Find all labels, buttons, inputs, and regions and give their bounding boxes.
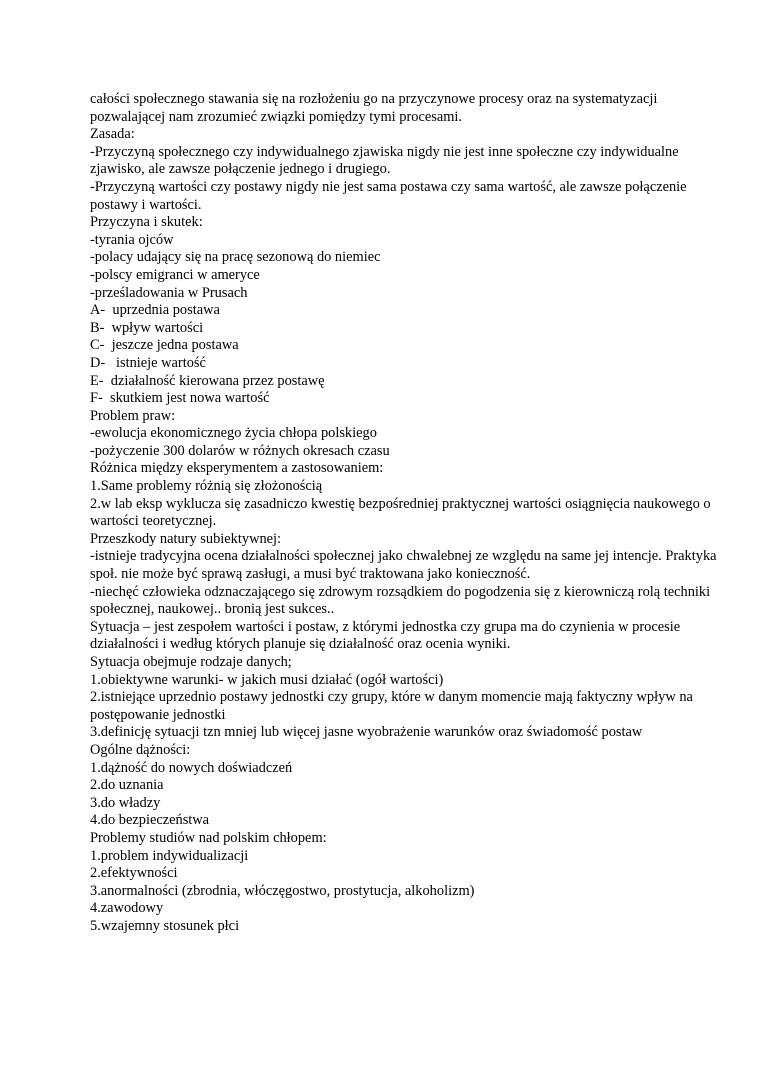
heading-sytuacja-dane: Sytuacja obejmuje rodzaje danych; <box>90 654 292 670</box>
heading-roznica: Różnica między eksperymentem a zastosowaniem: <box>90 460 384 477</box>
list-item: 2.istniejące uprzednio postawy jednostki czy grupy, które w danym momencie mają faktyczny wpływ na postępowanie jednostki <box>90 689 697 723</box>
list-item: 3.definicję sytuacji tzn mniej lub więcej jasne wyobrażenie warunków oraz świadomość postaw <box>90 724 643 741</box>
list-item: -Przyczyną społecznego czy indywidualnego zjawiska nigdy nie jest inne społeczne czy indywidualne zjawisko, ale zawsze połączenie jednego i drugiego. <box>90 143 683 178</box>
list-item: -ewolucja ekonomicznego życia chłopa polskiego <box>90 425 377 442</box>
heading-zasada: Zasada: <box>90 126 135 143</box>
list-item: F- skutkiem jest nowa wartość <box>90 390 270 407</box>
list-item: 3.do władzy <box>90 794 161 811</box>
list-item: 1.obiektywne warunki- w jakich musi działać (ogół wartości) <box>90 671 444 688</box>
heading-problem-praw: Problem praw: <box>90 407 176 424</box>
list-item: 4.do bezpieczeństwa <box>90 812 210 829</box>
list-item: 2.efektywności <box>90 865 178 882</box>
list-item: B- wpływ wartości <box>90 319 204 336</box>
list-item: 2.w lab eksp wyklucza się zasadniczo kwestię bezpośredniej praktycznej wartości osiągnięcia naukowego o wartości teoretycznej. <box>90 495 715 530</box>
list-item: -Przyczyną wartości czy postawy nigdy nie jest sama postawa czy sama wartość, ale zawsze połączenie postawy i wartości. <box>90 178 691 213</box>
list-item: 4.zawodowy <box>90 900 164 917</box>
list-item: 1.dążność do nowych doświadczeń <box>90 759 293 776</box>
paragraph-intro: całości społecznego stawania się na rozłożeniu go na przyczynowe procesy oraz na systematyzacji pozwalającej nam zrozumieć związki pomiędzy tymi procesami. <box>90 91 661 125</box>
list-item: -prześladowania w Prusach <box>90 284 248 301</box>
list-item: -niechęć człowieka odznaczającego się zdrowym rozsądkiem do pogodzenia się z kierowniczą rolą techniki społecznej, naukowej.. bronią jest sukces.. <box>90 583 714 618</box>
list-item: -pożyczenie 300 dolarów w różnych okresach czasu <box>90 442 390 459</box>
list-item: 3.anormalności (zbrodnia, włóczęgostwo, prostytucja, alkoholizm) <box>90 882 475 899</box>
heading-problemy-studiow: Problemy studiów nad polskim chłopem: <box>90 829 327 846</box>
heading-przeszkody: Przeszkody natury subiektywnej: <box>90 530 282 547</box>
list-item: 1.Same problemy różnią się złożonością <box>90 478 323 495</box>
heading-przyczyna-i-skutek: Przyczyna i skutek: <box>90 214 203 231</box>
list-item: 2.do uznania <box>90 777 164 794</box>
list-item: A- uprzednia postawa <box>90 302 220 319</box>
heading-ogolne-daznosci: Ogólne dążności: <box>90 741 191 758</box>
list-item: E- działalność kierowana przez postawę <box>90 372 325 389</box>
list-item: -tyrania ojców <box>90 231 174 248</box>
list-item: -polscy emigranci w ameryce <box>90 266 260 283</box>
paragraph-sytuacja: Sytuacja – jest zespołem wartości i postaw, z którymi jednostka czy grupa ma do czynienia w procesie działalności i według których planuje się działalność oraz ocenia wyniki. <box>90 618 684 653</box>
list-item: D- istnieje wartość <box>90 354 206 371</box>
list-item: -polacy udający się na pracę sezonową do niemiec <box>90 249 381 266</box>
list-item: C- jeszcze jedna postawa <box>90 337 239 354</box>
list-item: -istnieje tradycyjna ocena działalności społecznej jako chwalebnej ze względu na same jej intencje. Praktyka społ. nie może być sprawą zasługi, a musi być traktowana jako konieczność. <box>90 548 721 583</box>
list-item: 5.wzajemny stosunek płci <box>90 917 240 934</box>
document-body <box>90 91 720 936</box>
list-item: 1.problem indywidualizacji <box>90 847 249 864</box>
